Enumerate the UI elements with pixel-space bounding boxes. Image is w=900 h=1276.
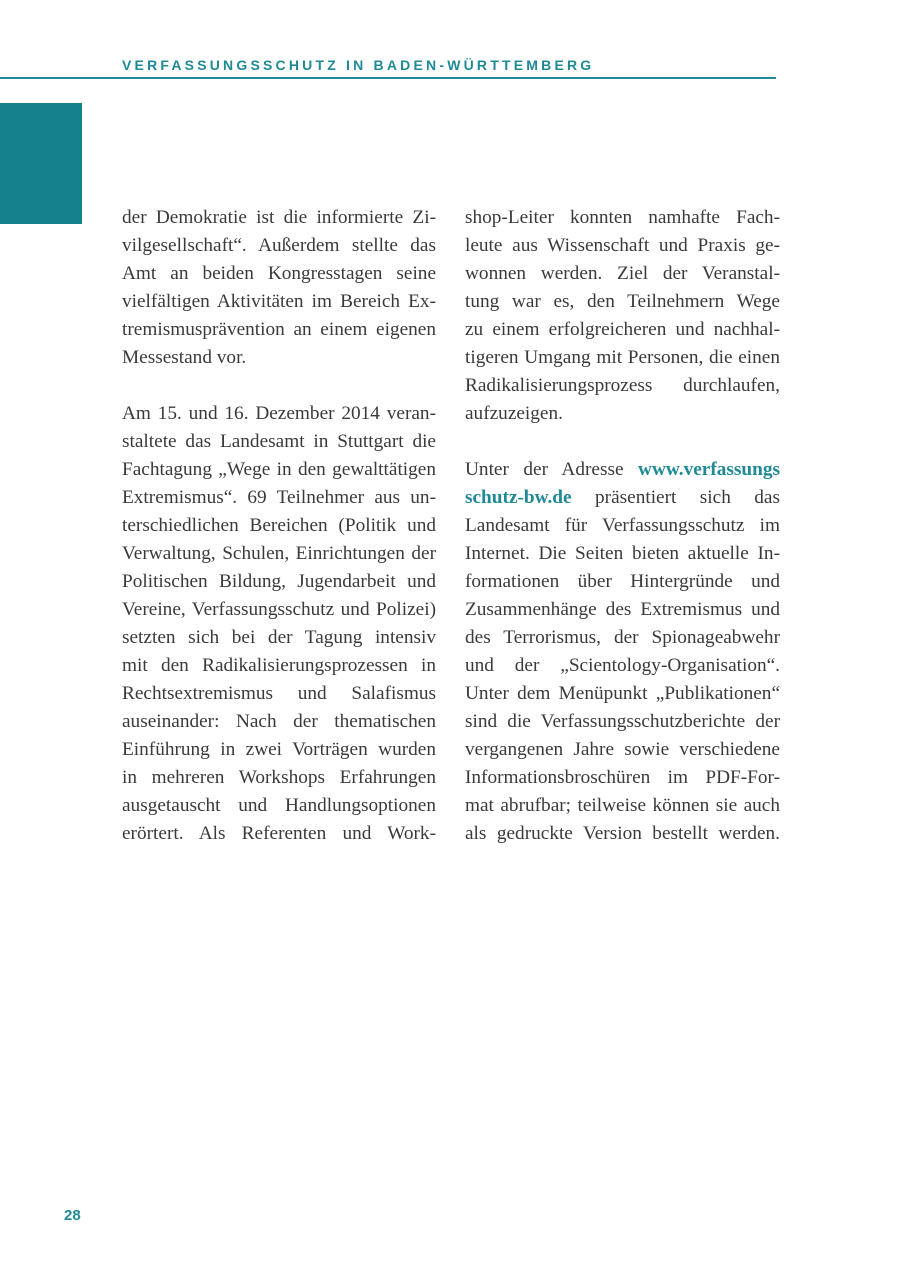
right-text-column (465, 204, 780, 848)
text-line: Unter dem Menüpunkt „Publikationen“ (465, 683, 780, 704)
right-paragraph-1 (465, 204, 780, 428)
text-line: vilgesellschaft“. Außerdem stellte das (122, 235, 436, 256)
text-line: wonnen werden. Ziel der Veranstal- (465, 263, 780, 284)
text-line: Zusammenhänge des Extremismus und (465, 599, 780, 620)
link-trailing-text: präsentiert sich das (595, 487, 780, 508)
text-line: mit den Radikalisierungsprozessen in (122, 655, 436, 676)
text-line: Am 15. und 16. Dezember 2014 veran- (122, 403, 436, 424)
text-line: mat abrufbar; teilweise können sie auch (465, 795, 780, 816)
text-line-with-link (465, 456, 780, 484)
text-line: Radikalisierungsprozess durchlaufen, (465, 375, 780, 396)
text-line: zu einem erfolgreicheren und nachhal- (465, 319, 780, 340)
link-lead-text: Unter der Adresse (465, 459, 624, 480)
text-line: Vereine, Verfassungsschutz und Polizei) (122, 599, 436, 620)
text-line: formationen über Hintergründe und (465, 571, 780, 592)
text-line: erörtert. Als Referenten und Work- (122, 823, 436, 844)
text-line: setzten sich bei der Tagung intensiv (122, 627, 436, 648)
text-line: als gedruckte Version bestellt werden. (465, 823, 780, 844)
text-line: shop-Leiter konnten namhafte Fach- (465, 207, 780, 228)
text-line: tigeren Umgang mit Personen, die einen (465, 347, 780, 368)
website-link-continued[interactable]: schutz-bw.de (465, 487, 572, 508)
text-line: terschiedlichen Bereichen (Politik und (122, 515, 436, 536)
running-title: VERFASSUNGSSCHUTZ IN BADEN-WÜRTTEMBERG (122, 57, 595, 73)
text-line: leute aus Wissenschaft und Praxis ge- (465, 235, 780, 256)
text-line: Informationsbroschüren im PDF-For- (465, 767, 780, 788)
text-line: in mehreren Workshops Erfahrungen (122, 767, 436, 788)
text-line: Fachtagung „Wege in den gewalttätigen (122, 459, 436, 480)
text-line: Landesamt für Verfassungsschutz im (465, 515, 780, 536)
left-paragraph-2 (122, 400, 436, 848)
text-line: der Demokratie ist die informierte Zi- (122, 207, 436, 228)
text-line: vielfältigen Aktivitäten im Bereich Ex- (122, 291, 436, 312)
text-line: tung war es, den Teilnehmern Wege (465, 291, 780, 312)
text-line-with-link (465, 484, 780, 512)
text-line: sind die Verfassungsschutzberichte der (465, 711, 780, 732)
text-line: Verwaltung, Schulen, Einrichtungen der (122, 543, 436, 564)
left-paragraph-1 (122, 204, 436, 372)
text-line: Extremismus“. 69 Teilnehmer aus un- (122, 487, 436, 508)
text-line: vergangenen Jahre sowie verschiedene (465, 739, 780, 760)
text-line: Internet. Die Seiten bieten aktuelle In- (465, 543, 780, 564)
text-line: des Terrorismus, der Spionageabwehr (465, 627, 780, 648)
text-line: aufzuzeigen. (465, 403, 563, 424)
paragraph-gap (122, 372, 436, 400)
text-line: Rechtsextremismus und Salafismus (122, 683, 436, 704)
left-text-column (122, 204, 436, 848)
text-line: staltete das Landesamt in Stuttgart die (122, 431, 436, 452)
text-line: und der „Scientology-Organisation“. (465, 655, 780, 676)
text-line: Politischen Bildung, Jugendarbeit und (122, 571, 436, 592)
text-line: tremismusprävention an einem eigenen (122, 319, 436, 340)
paragraph-gap (465, 428, 780, 456)
text-line: Amt an beiden Kongresstagen seine (122, 263, 436, 284)
right-paragraph-2 (465, 456, 780, 848)
website-link[interactable]: www.verfassungs (638, 459, 780, 480)
text-line: Einführung in zwei Vorträgen wurden (122, 739, 436, 760)
page-number: 28 (64, 1207, 81, 1224)
text-line: auseinander: Nach der thematischen (122, 711, 436, 732)
chapter-tab-block (0, 103, 82, 224)
text-line: Messestand vor. (122, 347, 247, 368)
text-line: ausgetauscht und Handlungsoptionen (122, 795, 436, 816)
header-rule (0, 77, 776, 79)
